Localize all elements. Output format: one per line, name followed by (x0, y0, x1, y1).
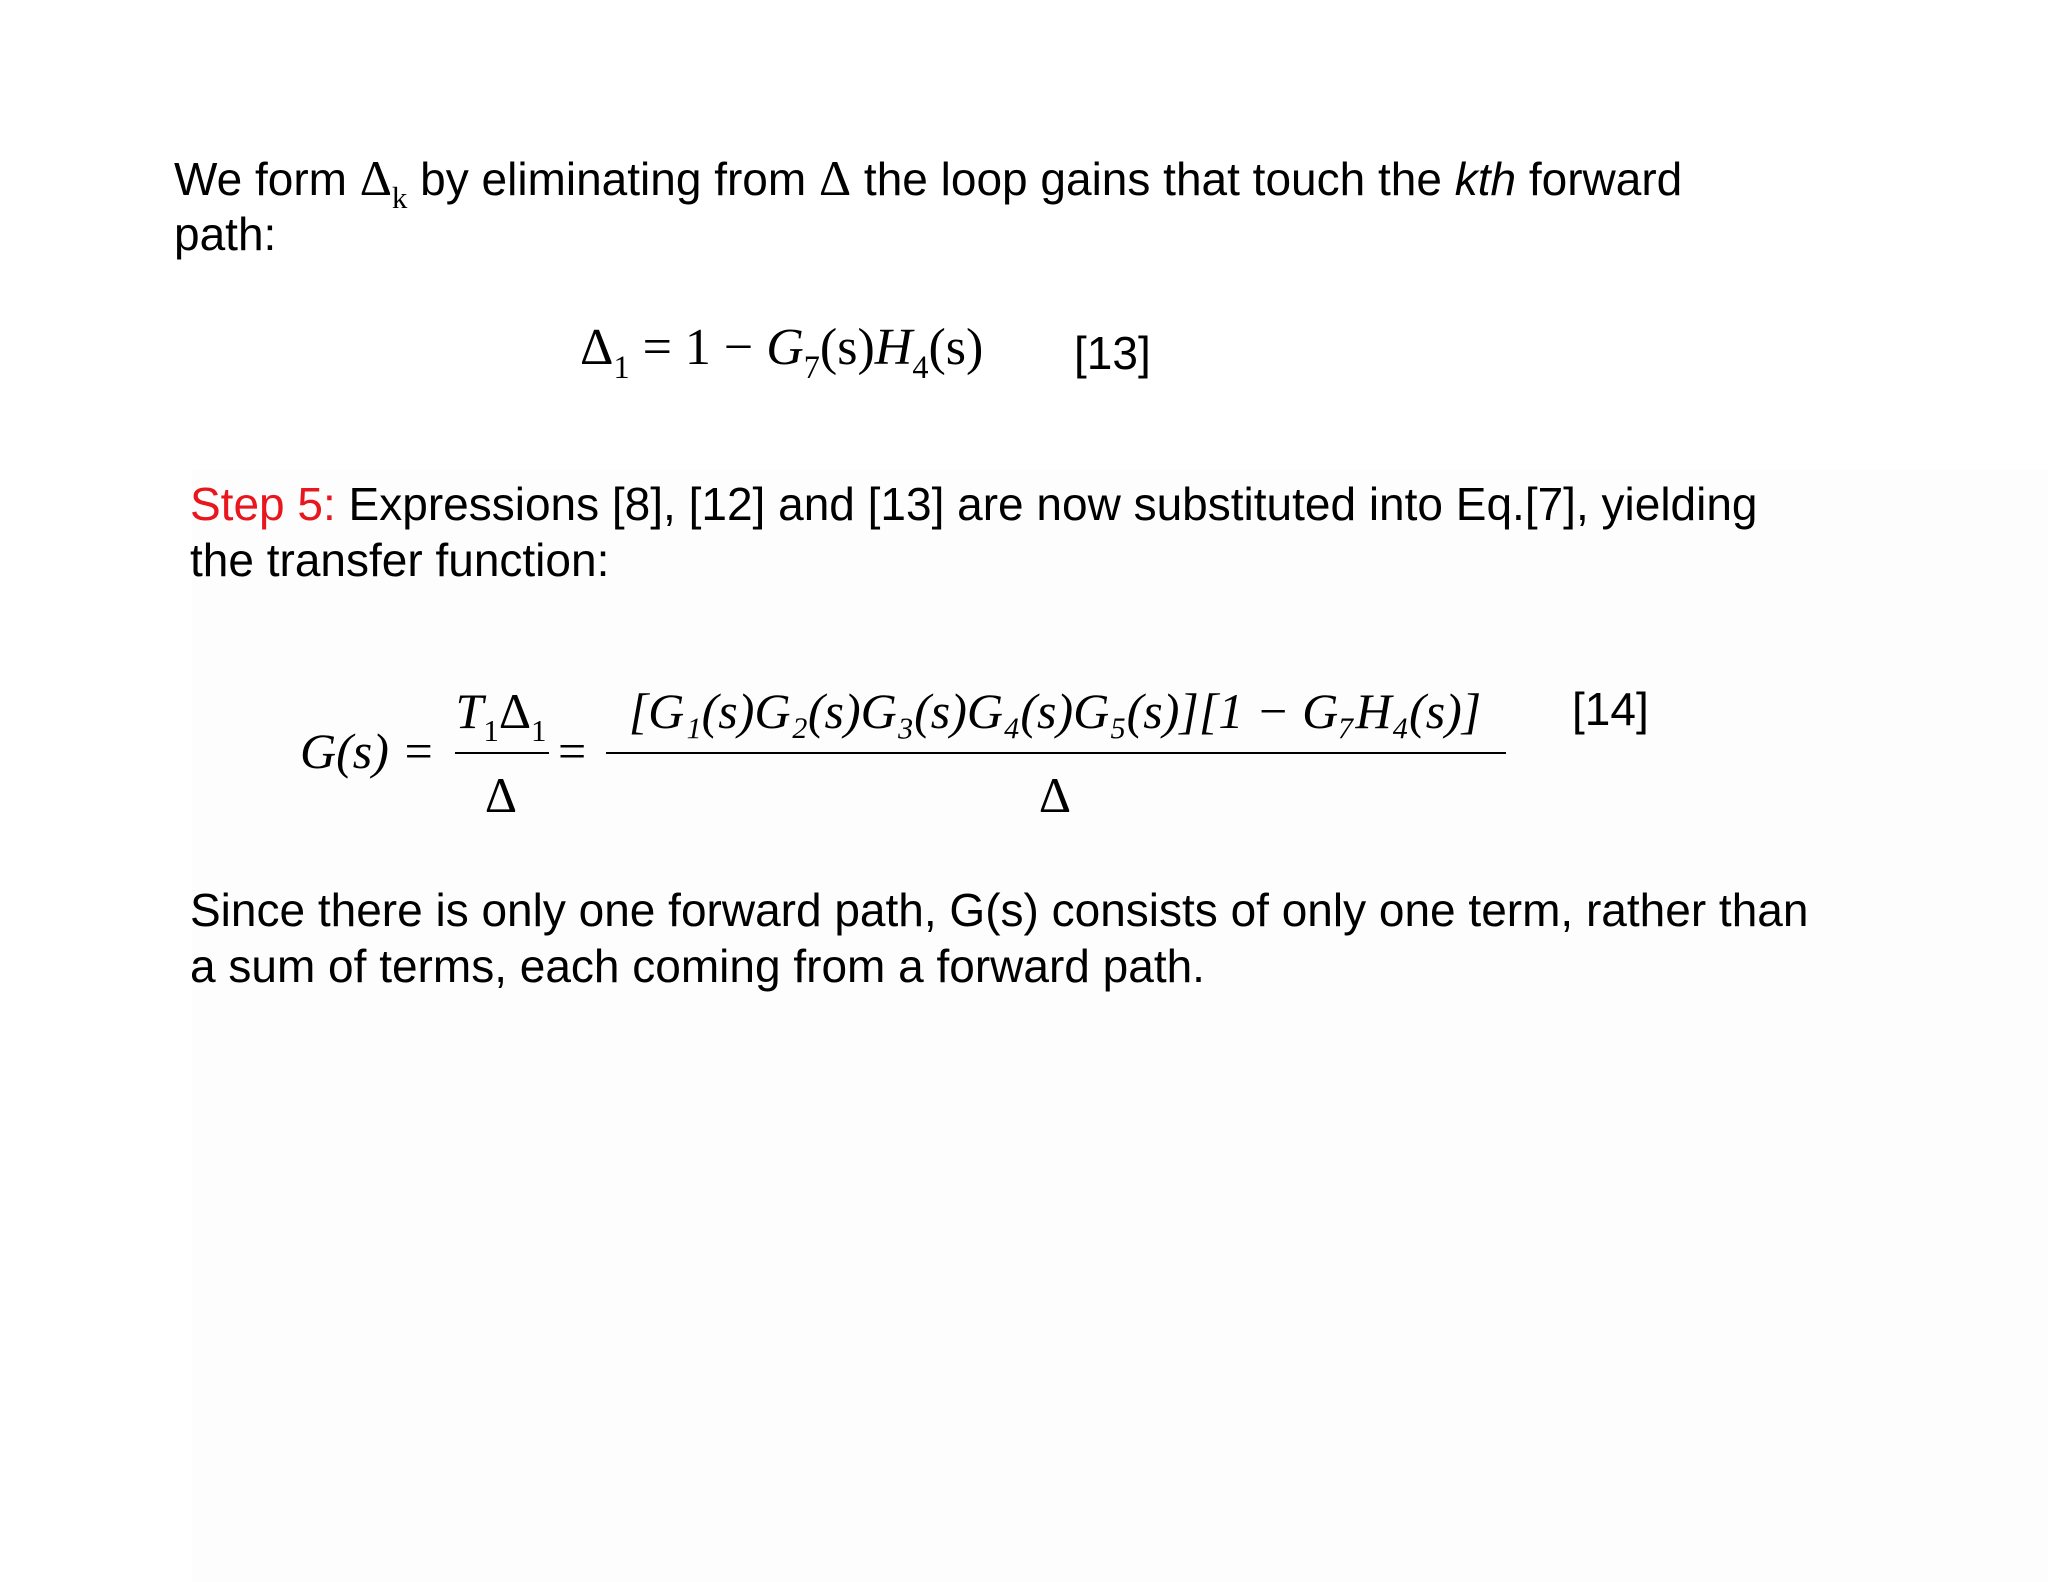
eq14-frac2-numerator: [G₁(s)G₂(s)G₃(s)G₄(s)G₅(s)][1 − G₇H₄(s)] (628, 683, 1482, 739)
eq14-frac2-denominator: Δ (1038, 767, 1072, 823)
intro-text-b: by eliminating from (407, 153, 819, 205)
eq13-delta-sub: 1 (613, 348, 630, 385)
eq14-delta: Δ (498, 683, 531, 739)
eq13-h: H (874, 319, 913, 376)
step5-line-2: the transfer function: (190, 534, 610, 586)
delta-symbol-2: Δ (819, 150, 852, 206)
intro-text-d: forward (1516, 153, 1683, 205)
step5-label: Step 5: (190, 478, 336, 530)
equation-13-number: [13] (1074, 327, 1151, 379)
eq13-delta: Δ (580, 319, 614, 376)
intro-text-c: the loop gains that touch the (851, 153, 1455, 205)
eq14-equals-2: = (558, 723, 587, 779)
k-subscript: k (391, 180, 408, 216)
eq14-delta-sub: 1 (530, 713, 547, 749)
eq13-s2: (s) (928, 319, 984, 376)
equation-14 (300, 682, 1520, 832)
closing-line-2: a sum of terms, each coming from a forward path. (190, 940, 1205, 992)
step5-line-1 (190, 476, 1758, 532)
closing-line-1: Since there is only one forward path, G(s) consists of only one term, rather than (190, 884, 1809, 936)
eq14-t: T (455, 683, 484, 739)
equation-14-number: [14] (1572, 683, 1649, 735)
eq14-frac1-denominator: Δ (484, 767, 518, 823)
eq14-fraction-2 (602, 682, 1508, 823)
eq14-fraction-1 (450, 682, 552, 823)
step5-text: Expressions [8], [12] and [13] are now substituted into Eq.[7], yielding (335, 478, 1758, 530)
intro-line-1 (174, 150, 1683, 216)
intro-text-a: We form (174, 153, 360, 205)
delta-symbol: Δ (359, 150, 392, 206)
eq14-frac1-numerator (450, 682, 552, 749)
intro-line-2: path: (174, 208, 277, 260)
eq13-g-sub: 7 (803, 348, 820, 385)
eq13-g: G (766, 319, 804, 376)
eq14-fraction-bar-2 (606, 752, 1506, 754)
eq13-h-sub: 4 (912, 348, 929, 385)
eq13-s1: (s) (819, 319, 875, 376)
eq14-t-sub: 1 (483, 713, 499, 749)
page-background-shade (192, 470, 2048, 1582)
equation-13 (580, 318, 984, 385)
eq13-equals: = 1 − (629, 319, 767, 376)
delta-k-symbol (359, 150, 408, 216)
kth-italic: kth (1454, 153, 1517, 205)
eq14-fraction-bar-1 (455, 752, 549, 754)
eq14-lhs: G(s) = (300, 723, 436, 779)
